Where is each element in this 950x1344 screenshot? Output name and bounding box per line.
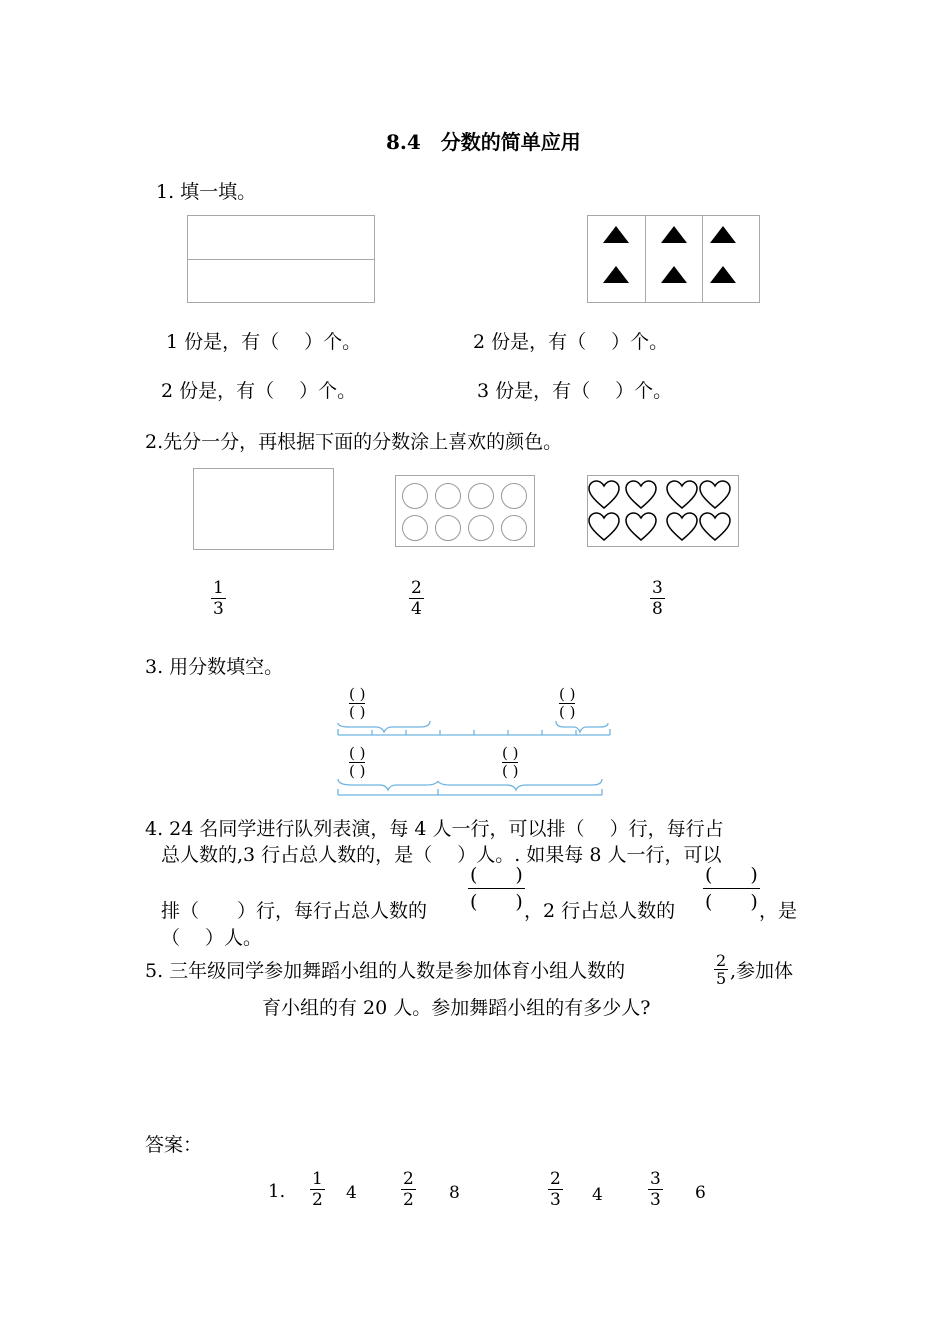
q5-fraction: 2 5 (716, 951, 727, 988)
circle-icon (435, 515, 461, 541)
answer-fraction: 2 3 (550, 1169, 561, 1210)
circle-icon (501, 515, 527, 541)
triangle-icon (603, 226, 629, 243)
triangle-icon (710, 226, 736, 243)
q4-line3-a: 排（ ）行，每行占总人数的 (161, 900, 428, 922)
triangle-icon (661, 226, 687, 243)
q3-heading: 3. 用分数填空。 (145, 656, 284, 678)
answer-value: 4 (346, 1183, 357, 1203)
answer-fraction: 3 3 (650, 1169, 661, 1210)
q4-line4: （ ）人。 (161, 927, 263, 949)
page-title: 8.4 分数的简单应用 (386, 130, 581, 154)
q4-blank-fraction-1: ( ) ( ) (470, 864, 523, 913)
answer-value: 8 (449, 1183, 460, 1203)
grid-divider (702, 216, 703, 302)
heart-icon (666, 480, 698, 510)
q4-blank-fraction-2: ( ) ( ) (705, 864, 758, 913)
q5-line1-a: 5. 三年级同学参加舞蹈小组的人数是参加体育小组人数的 (145, 960, 626, 982)
heart-icon (699, 512, 731, 542)
q2-empty-rectangle (193, 468, 334, 550)
triangle-icon (603, 266, 629, 283)
answer-fraction: 2 2 (403, 1169, 414, 1210)
answer-fraction: 1 2 (312, 1169, 323, 1210)
heart-icon (625, 480, 657, 510)
heart-icon (666, 512, 698, 542)
q3-blank-fraction: ( ) ( ) (559, 685, 576, 721)
q3-blank-fraction: ( ) ( ) (502, 744, 519, 780)
q1-heading: 1. 填一填。 (156, 181, 257, 203)
q3-blank-fraction: ( ) ( ) (349, 685, 366, 721)
q2-circle-grid (395, 475, 535, 547)
answers-label: 1. (268, 1181, 286, 1202)
answer-value: 6 (695, 1183, 706, 1203)
q4-line3-c: ，是 (759, 900, 798, 922)
q1-line2-right: 3 份是，有（ ）个。 (477, 380, 673, 402)
triangle-icon (710, 266, 736, 283)
q2-fraction-three-eighths: 3 8 (652, 578, 663, 619)
q2-heart-grid (587, 475, 739, 547)
q1-rectangle (187, 215, 375, 303)
triangle-icon (661, 266, 687, 283)
heart-icon (588, 480, 620, 510)
q1-triangle-grid (587, 215, 760, 303)
circle-icon (501, 483, 527, 509)
circle-icon (468, 515, 494, 541)
circle-icon (402, 483, 428, 509)
q1-line1-left: 1 份是，有（ ）个。 (166, 331, 362, 353)
q2-fraction-one-third: 1 3 (213, 578, 224, 619)
heart-icon (588, 512, 620, 542)
q1-rectangle-divider (188, 259, 374, 260)
q5-line1-b: ,参加体 (730, 960, 794, 982)
q3-number-lines (330, 715, 620, 805)
q4-line2: 总人数的,3 行占总人数的，是（ ）人。. 如果每 8 人一行，可以 (161, 844, 722, 866)
q4-line1: 4. 24 名同学进行队列表演，每 4 人一行，可以排（ ）行，每行占 (145, 818, 724, 840)
circle-icon (402, 515, 428, 541)
grid-divider (645, 216, 646, 302)
answer-value: 4 (592, 1185, 603, 1205)
q4-line3-b: ，2 行占总人数的 (524, 900, 676, 922)
circle-icon (468, 483, 494, 509)
q1-line2-left: 2 份是，有（ ）个。 (161, 380, 357, 402)
heart-icon (699, 480, 731, 510)
q1-line1-right: 2 份是，有（ ）个。 (473, 331, 669, 353)
answers-heading: 答案： (145, 1134, 203, 1156)
q2-heading: 2.先分一分，再根据下面的分数涂上喜欢的颜色。 (145, 431, 563, 453)
heart-icon (625, 512, 657, 542)
q5-line2: 育小组的有 20 人。参加舞蹈小组的有多少人? (262, 997, 651, 1019)
circle-icon (435, 483, 461, 509)
q3-blank-fraction: ( ) ( ) (349, 744, 366, 780)
q2-fraction-two-fourths: 2 4 (411, 578, 422, 619)
